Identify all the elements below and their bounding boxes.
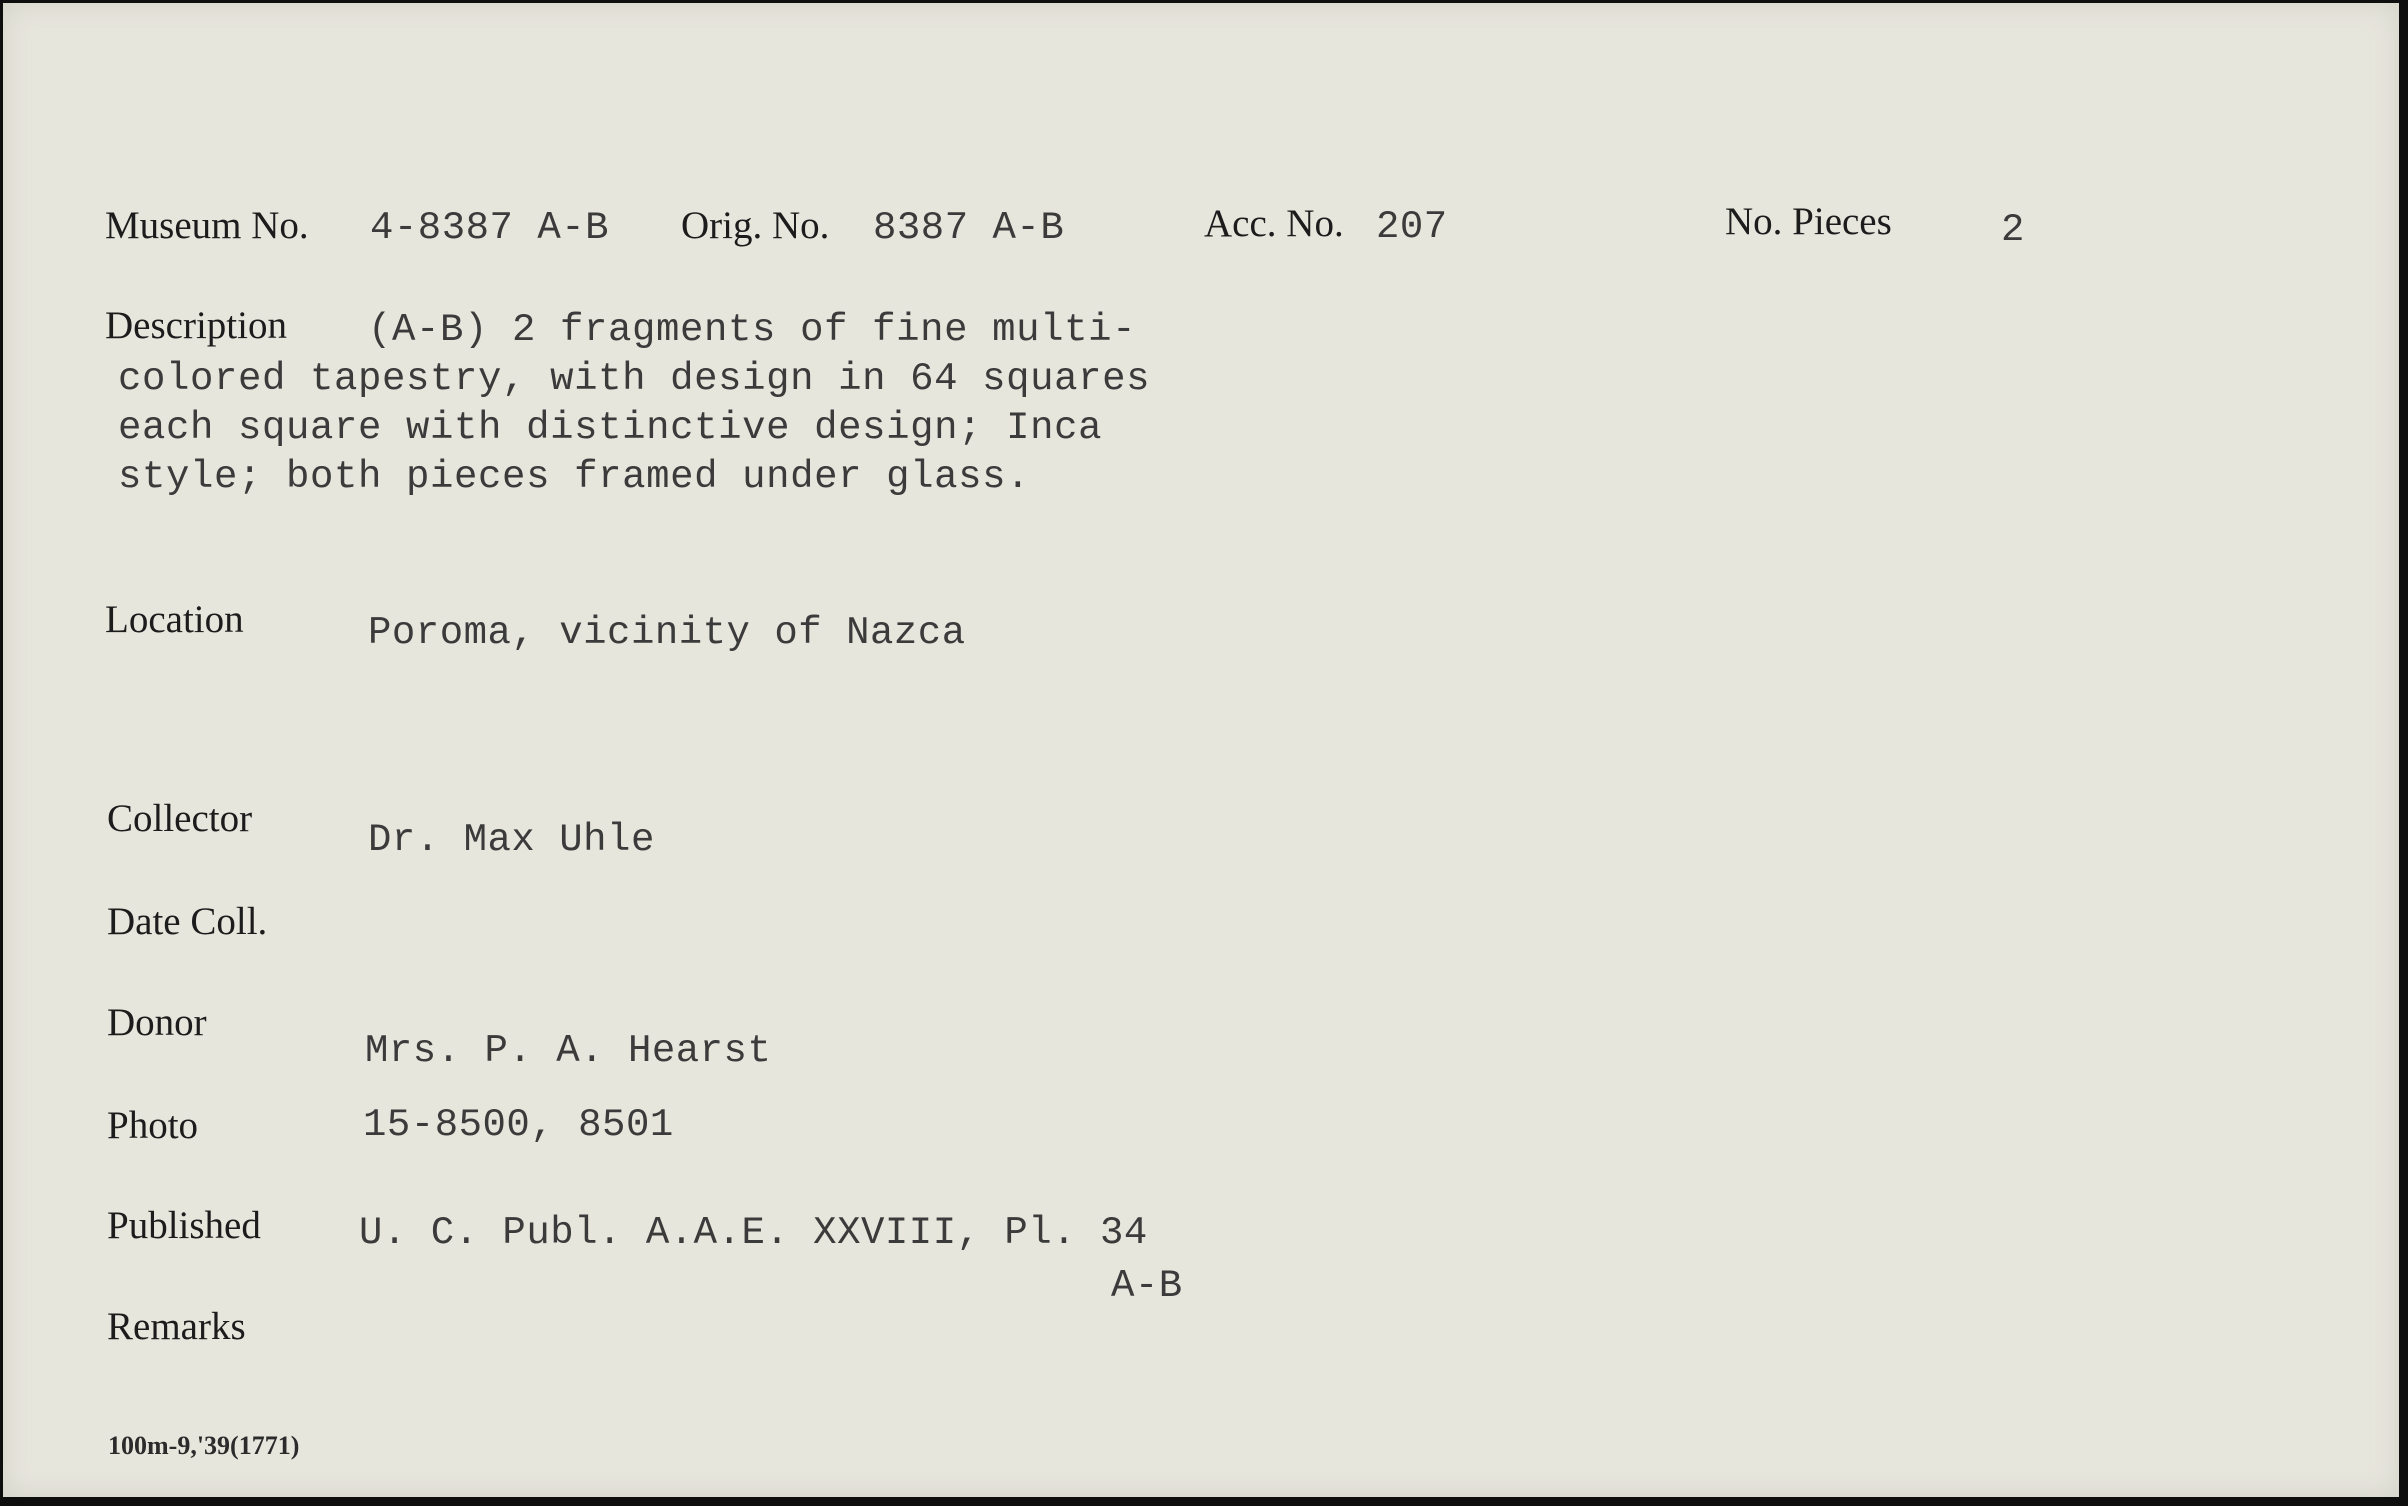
description-line: (A-B) 2 fragments of fine multi- <box>368 308 1137 352</box>
description-line: each square with distinctive design; Inca <box>118 406 1103 450</box>
published-label: Published <box>107 1204 261 1247</box>
description-label: Description <box>105 304 287 347</box>
location-label: Location <box>105 598 244 641</box>
published-value: U. C. Publ. A.A.E. XXVIII, Pl. 34 <box>359 1211 1148 1255</box>
museum-no-label: Museum No. <box>105 204 309 247</box>
published-value-continuation: A-B <box>1111 1264 1183 1308</box>
orig-no-value: 8387 A-B <box>873 206 1065 250</box>
description-text <box>118 306 1150 502</box>
donor-label: Donor <box>107 1001 207 1044</box>
orig-no-label: Orig. No. <box>681 204 830 247</box>
form-number: 100m-9,'39(1771) <box>108 1431 300 1460</box>
location-value: Poroma, vicinity of Nazca <box>368 611 966 655</box>
acc-no-label: Acc. No. <box>1204 202 1344 245</box>
catalog-card <box>3 3 2399 1497</box>
description-line: style; both pieces framed under glass. <box>118 455 1031 499</box>
donor-value: Mrs. P. A. Hearst <box>365 1029 772 1073</box>
description-line: colored tapestry, with design in 64 squares <box>118 357 1151 401</box>
date-coll-label: Date Coll. <box>107 900 268 943</box>
museum-no-value: 4-8387 A-B <box>370 206 610 250</box>
remarks-label: Remarks <box>107 1305 246 1348</box>
photo-value: 15-8500, 8501 <box>363 1103 674 1147</box>
collector-value: Dr. Max Uhle <box>368 818 655 862</box>
acc-no-value: 207 <box>1376 205 1448 249</box>
photo-label: Photo <box>107 1104 199 1147</box>
no-pieces-label: No. Pieces <box>1725 200 1892 243</box>
no-pieces-value: 2 <box>2001 208 2025 252</box>
collector-label: Collector <box>107 797 253 840</box>
